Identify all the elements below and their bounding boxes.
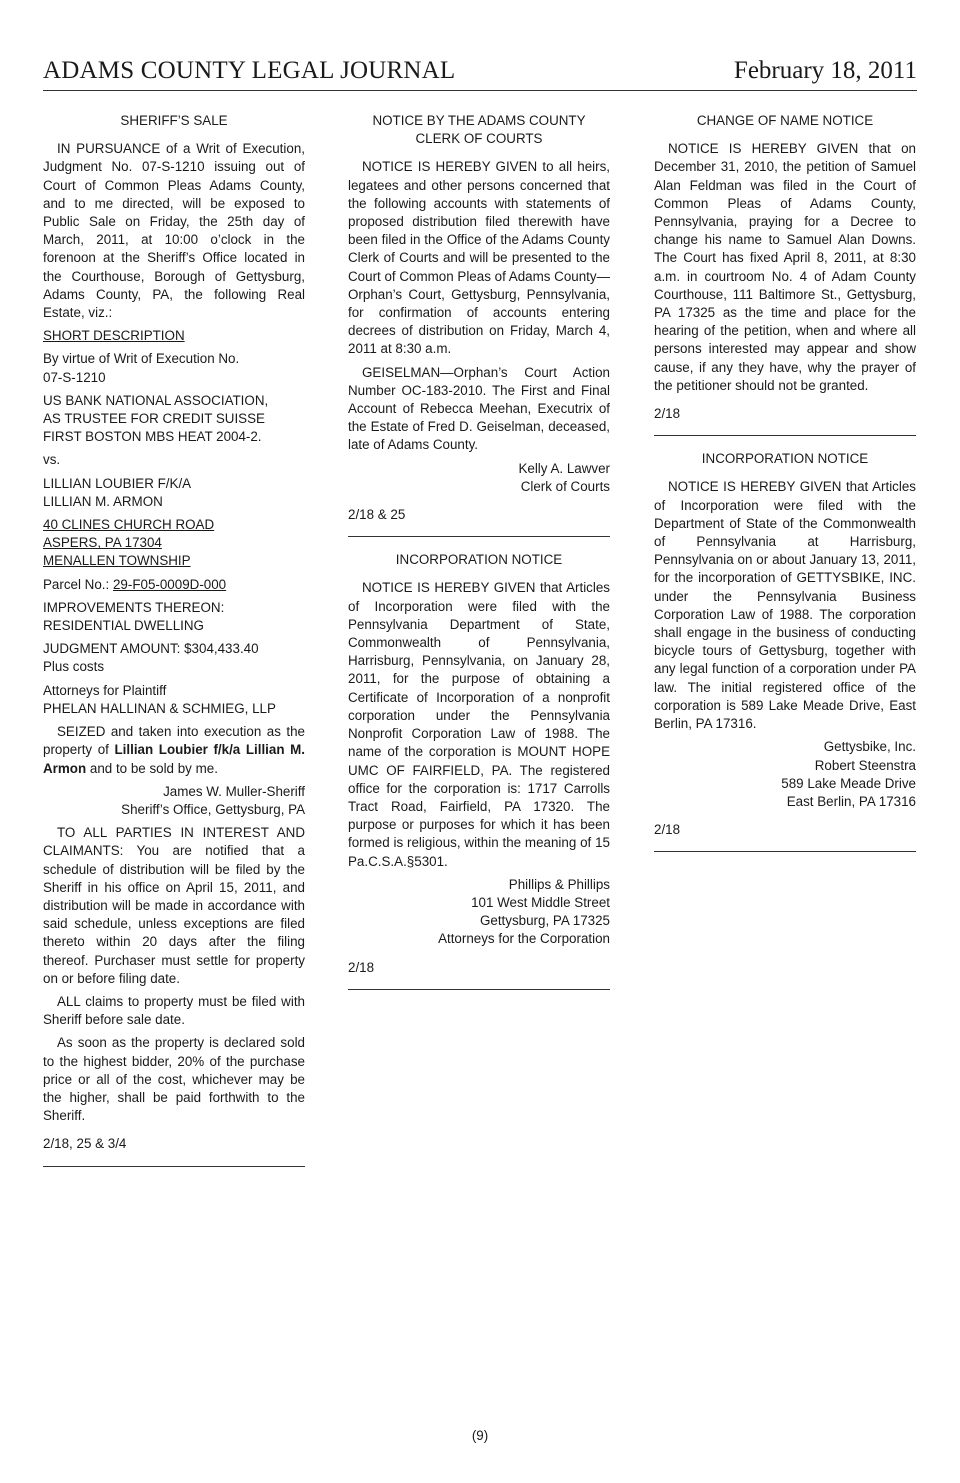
incorporation-body: NOTICE IS HEREBY GIVEN that Articles of Incorporation were filed with the Pennsylvania Department of State, Commonwealth of Pennsylvania, Harrisburg, Pennsylvania, on January 28, 2011, for the purpose of obtaining a Certificate of Incorporation of a nonprofit corporation under the Pennsylvania Nonprofit Corporation Law of 1988. The name of the corporation is MOUNT HOPE UMC OF FAIRFIELD, PA. The registered office for the corporation is: 1717 Carrolls Tract Road, Fairfield, PA 17320. The purpose or purposes for which it has been formed is religious, within the meaning of 15 Pa.C.S.A.§5301. xyxy=(348,580,610,869)
change-of-name-heading: CHANGE OF NAME NOTICE xyxy=(696,113,874,128)
sheriff-name: James W. Muller-Sheriff xyxy=(163,783,305,799)
divider xyxy=(348,536,610,537)
parcel-number xyxy=(43,576,305,594)
journal-header xyxy=(43,54,917,91)
divider xyxy=(348,989,610,990)
to-all-parties: TO ALL PARTIES IN INTEREST AND CLAIMANTS: You are notified that a schedule of distribution will be filed by the Sheriff in his office on April 15, 2011, and distribution will be made in accordance with said schedule, unless exceptions are filed thereto within 20 days after the filing thereof. Purchaser must settle for property on or before filing date. xyxy=(43,825,305,986)
publication-dates: 2/18, 25 & 3/4 xyxy=(43,1136,127,1152)
all-claims: ALL claims to property must be filed with Sheriff before sale date. xyxy=(43,993,305,1028)
address-line: MENALLEN TOWNSHIP xyxy=(43,553,191,569)
geiselman-account: GEISELMAN—Orphan’s Court Action Number OC-183-2010. The First and Final Account of Rebecca Meehan, Executrix of the Estate of Fred D. Geiselman, deceased, late of Adams County. xyxy=(348,364,610,453)
plaintiff-line: US BANK NATIONAL ASSOCIATION, xyxy=(43,392,269,408)
short-description-label: SHORT DESCRIPTION xyxy=(43,328,185,344)
writ-line: 07-S-1210 xyxy=(43,369,106,385)
signature-line: Gettysbike, Inc. xyxy=(823,739,916,755)
incorporation-signature xyxy=(654,738,916,811)
defendant-line: LILLIAN M. ARMON xyxy=(43,493,163,509)
plaintiff-line: FIRST BOSTON MBS HEAT 2004-2. xyxy=(43,429,262,445)
attorneys-line: Attorneys for Plaintiff xyxy=(43,682,167,698)
incorporation-signature xyxy=(348,876,610,949)
signature-line: Gettysburg, PA 17325 xyxy=(479,913,610,929)
sheriff-signature xyxy=(43,783,305,819)
heading-line: CLERK OF COURTS xyxy=(415,131,543,147)
seized-text: and to be sold by me. xyxy=(86,760,218,776)
versus-label: vs. xyxy=(43,452,61,468)
signature-line: Phillips & Phillips xyxy=(508,876,610,892)
defendant xyxy=(43,475,305,511)
as-soon-paragraph: As soon as the property is declared sold to the highest bidder, 20% of the purchase price or all of the cost, whichever may be the higher, shall be paid forthwith to the Sheriff. xyxy=(43,1035,305,1124)
improvements-line: IMPROVEMENTS THEREON: xyxy=(43,599,225,615)
signer-name: Kelly A. Lawver xyxy=(518,460,610,476)
signature-line: 589 Lake Meade Drive xyxy=(781,775,916,791)
divider xyxy=(654,435,916,436)
address-line: ASPERS, PA 17304 xyxy=(43,535,162,551)
clerk-notice-body: NOTICE IS HEREBY GIVEN to all heirs, legatees and other persons concerned that the following accounts with statements of proposed distribution filed therewith have been filed in the Office of the Adams County Clerk of Courts and will be presented to the Court of Common Pleas of Adams County—Orphan’s Court, Gettysburg, Pennsylvania, for confirmation of accounts entering decrees of distribution on Friday, March 4, 2011 at 8:30 a.m. xyxy=(348,159,610,357)
issue-date: February 18, 2011 xyxy=(733,57,917,84)
writ-number xyxy=(43,350,305,386)
incorporation-heading: INCORPORATION NOTICE xyxy=(395,552,563,568)
signature-line: Robert Steenstra xyxy=(814,757,916,773)
sheriff-office: Sheriff’s Office, Gettysburg, PA xyxy=(121,801,305,817)
publication-dates: 2/18 & 25 xyxy=(348,507,406,523)
sheriff-sale-intro: IN PURSUANCE of a Writ of Execution, Judgment No. 07-S-1210 issuing out of Court of Common Pleas Adams County, and to me directed, will be exposed to Public Sale on Friday, the 25th day of March, 2011, at 10:00 o’clock in the forenoon at the Sheriff’s Office located in the Courthouse, Borough of Gettysburg, Adams County, PA, the following Real Estate, viz.: xyxy=(43,141,305,321)
signer-title: Clerk of Courts xyxy=(520,478,610,494)
attorneys-line: PHELAN HALLINAN & SCHMIEG, LLP xyxy=(43,700,276,716)
heading-line: NOTICE BY THE ADAMS COUNTY xyxy=(372,113,586,128)
publication-dates: 2/18 xyxy=(654,406,681,422)
divider xyxy=(43,1166,305,1167)
judgment-line: Plus costs xyxy=(43,659,105,675)
seized-name: Lillian Loubier f/k/a Lillian M. Armon xyxy=(43,742,305,776)
writ-line: By virtue of Writ of Execution No. xyxy=(43,351,240,367)
clerk-signature xyxy=(348,460,610,496)
parcel-label: Parcel No.: xyxy=(43,576,113,592)
clerk-notice-heading xyxy=(348,112,610,148)
improvements xyxy=(43,599,305,635)
improvements-line: RESIDENTIAL DWELLING xyxy=(43,618,204,634)
column-right xyxy=(654,112,916,866)
publication-dates: 2/18 xyxy=(654,822,681,838)
column-middle xyxy=(348,112,610,1004)
incorporation-heading: INCORPORATION NOTICE xyxy=(701,451,869,467)
seized-paragraph xyxy=(43,723,305,778)
property-address xyxy=(43,516,305,571)
seized-text: SEIZED and taken into execution as the property of xyxy=(43,724,305,758)
plaintiff xyxy=(43,392,305,447)
change-of-name-body: NOTICE IS HEREBY GIVEN that on December 31, 2010, the petition of Samuel Alan Feldman was filed in the Court of Common Pleas of Adams County, Pennsylvania, praying for a Decree to change his name to Samuel Alan Downs. The Court has fixed April 8, 2011, at 8:30 a.m. in courtroom No. 4 of Adam County Courthouse, 111 Baltimore St., Gettysburg, PA 17325 as the time and place for the hearing of the petition, when and where all persons interested may appear and show cause, if any they have, why the prayer of the petitioner should not be granted. xyxy=(654,141,916,393)
judgment-amount xyxy=(43,640,305,676)
signature-line: East Berlin, PA 17316 xyxy=(786,793,916,809)
column-left xyxy=(43,112,305,1181)
defendant-line: LILLIAN LOUBIER F/K/A xyxy=(43,475,192,491)
judgment-line: JUDGMENT AMOUNT: $304,433.40 xyxy=(43,641,259,657)
address-line: 40 CLINES CHURCH ROAD xyxy=(43,517,215,533)
plaintiff-line: AS TRUSTEE FOR CREDIT SUISSE xyxy=(43,411,265,427)
journal-title: ADAMS COUNTY LEGAL JOURNAL xyxy=(43,57,456,84)
incorporation-body: NOTICE IS HEREBY GIVEN that Articles of Incorporation were filed with the Department of State of the Commonwealth of Pennsylvania at Harrisburg, Pennsylvania on or about January 13, 2011, for the incorporation of GETTYSBIKE, INC. under the Pennsylvania Business Corporation Law of 1988. The corporation shall engage in the business of conducting bicycle tours of Gettysburg, together with any legal function of a corporation under PA law. The initial registered office of the corporation is 589 Lake Meade Drive, East Berlin, PA 17316. xyxy=(654,479,916,732)
parcel-value: 29-F05-0009D-000 xyxy=(112,576,227,592)
signature-line: 101 West Middle Street xyxy=(471,894,610,910)
publication-dates: 2/18 xyxy=(348,959,375,975)
divider xyxy=(654,851,916,852)
page-number: (9) xyxy=(471,1428,489,1443)
sheriff-sale-heading: SHERIFF’S SALE xyxy=(120,113,228,128)
plaintiff-attorneys xyxy=(43,682,305,718)
signature-line: Attorneys for the Corporation xyxy=(438,931,610,947)
